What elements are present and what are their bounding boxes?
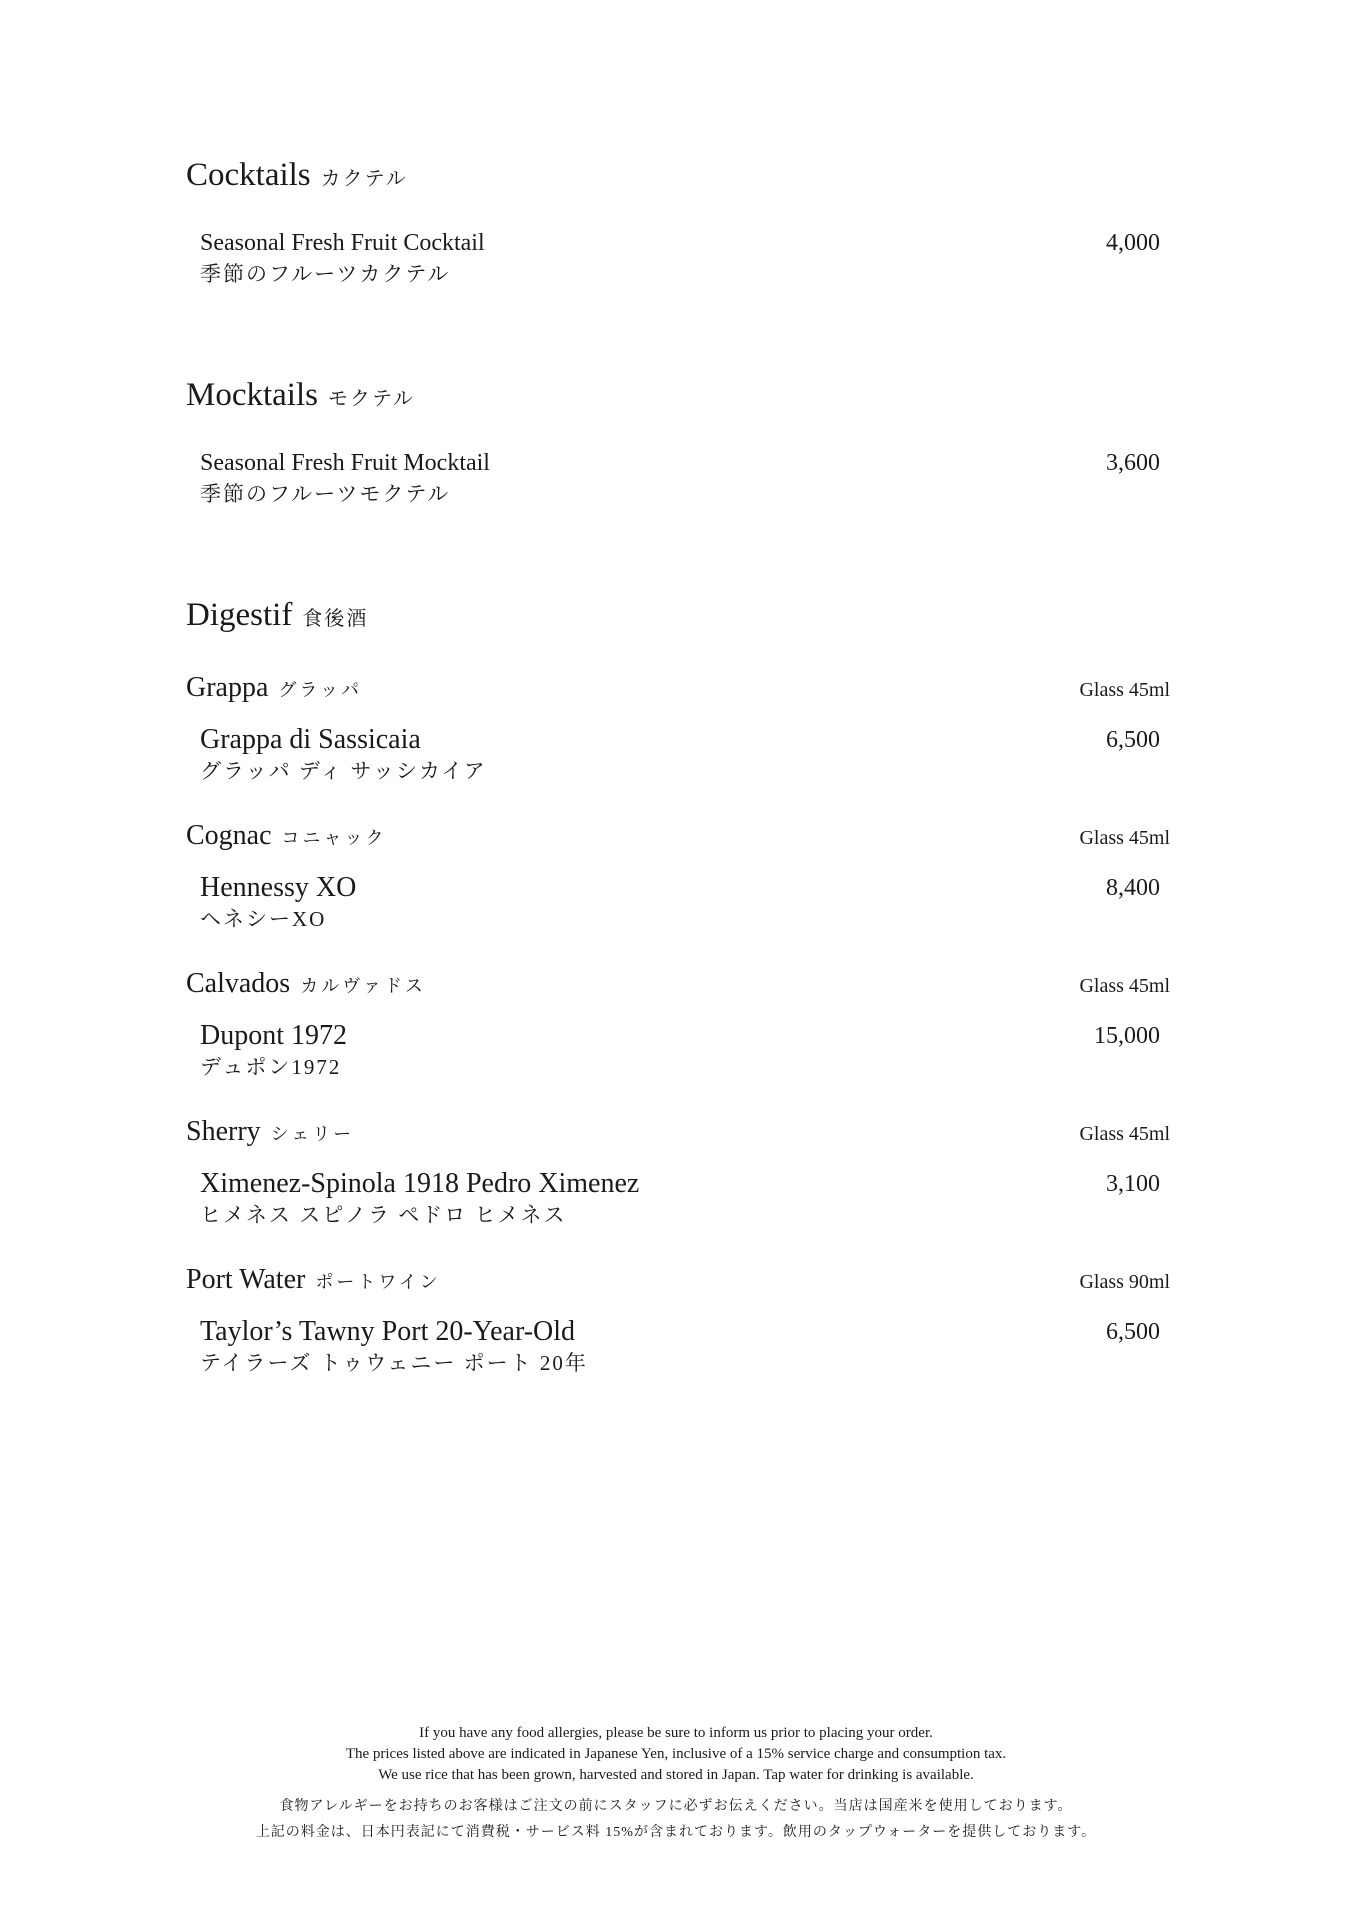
menu-item-name: Seasonal Fresh Fruit Mocktail [200, 450, 490, 476]
menu-item-name: Taylor’s Tawny Port 20-Year-Old [200, 1316, 576, 1347]
category-title-grappa [186, 671, 362, 707]
footer-notice [0, 1723, 1352, 1846]
section-title-en: Cocktails [186, 157, 311, 193]
menu-item-jp: テイラーズ トゥウェニー ポート 20年 [200, 1351, 588, 1375]
category-title-calvados [186, 967, 426, 1003]
footer-jp-line: 上記の料金は、日本円表記にて消費税・サービス料 15%が含まれております。飲用のタップウォーターを提供しております。 [255, 1825, 1097, 1840]
section-title-jp: 食後酒 [302, 608, 369, 630]
menu-item-price: 3,100 [1106, 1171, 1160, 1197]
section-title-en: Mocktails [186, 377, 318, 413]
section-title-digestif [186, 595, 368, 639]
category-name: Cognac [186, 820, 272, 851]
menu-item-jp: ヘネシーXO [200, 907, 327, 931]
category-title-sherry [186, 1115, 354, 1151]
menu-item-jp: グラッパ ディ サッシカイア [200, 759, 487, 783]
category-name-jp: カルヴァドス [300, 976, 426, 996]
menu-item-name: Grappa di Sassicaia [200, 724, 421, 755]
category-name: Grappa [186, 672, 269, 703]
menu-item-jp: 季節のフルーツモクテル [200, 482, 451, 506]
category-name: Sherry [186, 1116, 261, 1147]
footer-en-line: The prices listed above are indicated in Japanese Yen, inclusive of a 15% service charge and consumption tax. [345, 1746, 1007, 1762]
menu-item-jp: ヒメネス スピノラ ペドロ ヒメネス [200, 1203, 567, 1227]
category-title-cognac [186, 819, 387, 855]
category-unit: Glass 45ml [1079, 975, 1170, 997]
category-unit: Glass 45ml [1079, 827, 1170, 849]
menu-item-price: 3,600 [1106, 450, 1160, 476]
menu-item-name: Seasonal Fresh Fruit Cocktail [200, 230, 485, 256]
footer-jp-line: 食物アレルギーをお持ちのお客様はご注文の前にスタッフに必ずお伝えください。当店は国産米を使用しております。 [279, 1799, 1073, 1814]
section-title-jp: カクテル [320, 168, 408, 190]
menu-item-price: 6,500 [1106, 727, 1160, 753]
category-name: Port Water [186, 1264, 306, 1295]
menu-item-price: 8,400 [1106, 875, 1160, 901]
category-name-jp: ポートワイン [315, 1272, 441, 1292]
section-title-jp: モクテル [327, 388, 415, 410]
category-title-port [186, 1263, 441, 1299]
footer-en-line: We use rice that has been grown, harvested and stored in Japan. Tap water for drinking is available. [378, 1767, 974, 1783]
menu-item-price: 15,000 [1094, 1023, 1160, 1049]
menu-item-price: 6,500 [1106, 1319, 1160, 1345]
footer-en-line: If you have any food allergies, please be sure to inform us prior to placing your order. [419, 1725, 933, 1741]
category-name-jp: グラッパ [278, 680, 363, 700]
section-title-mocktails [186, 375, 415, 419]
category-name: Calvados [186, 968, 291, 999]
menu-item-name: Ximenez-Spinola 1918 Pedro Ximenez [200, 1168, 640, 1199]
category-name-jp: シェリー [270, 1124, 355, 1144]
menu-item-jp: 季節のフルーツカクテル [200, 262, 451, 286]
menu-item-price: 4,000 [1106, 230, 1160, 256]
section-title-en: Digestif [186, 597, 293, 633]
menu-item-name: Dupont 1972 [200, 1020, 347, 1051]
category-name-jp: コニャック [281, 828, 387, 848]
category-unit: Glass 45ml [1079, 679, 1170, 701]
section-title-cocktails [186, 155, 408, 199]
menu-item-jp: デュポン1972 [200, 1055, 342, 1079]
category-unit: Glass 90ml [1079, 1271, 1170, 1293]
menu-item-name: Hennessy XO [200, 872, 357, 903]
category-unit: Glass 45ml [1079, 1123, 1170, 1145]
